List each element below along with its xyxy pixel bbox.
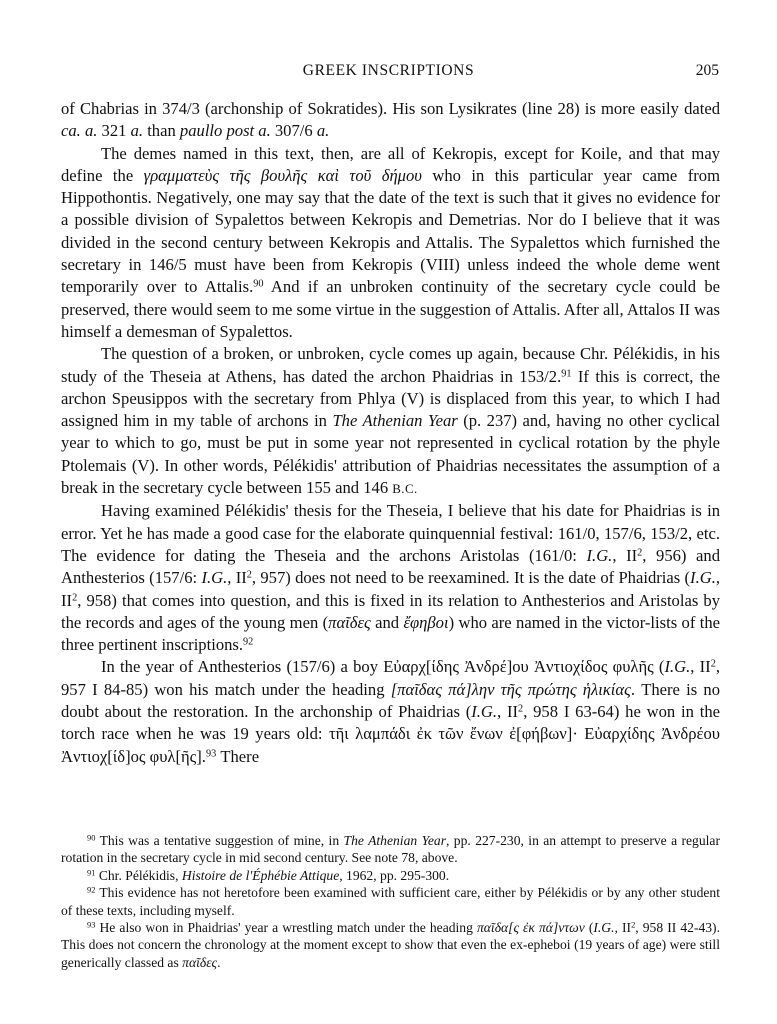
superscript: 2 <box>72 591 78 603</box>
text-run: and <box>370 612 404 632</box>
greek-phrase: παῖδες <box>182 954 218 970</box>
greek-phrase: γραμματεὺς τῆς βουλῆς καὶ τοῦ δήμου <box>143 165 422 185</box>
latin-phrase: a. <box>316 121 330 141</box>
latin-phrase: paullo post a. <box>179 121 271 141</box>
latin-phrase: a. <box>130 121 144 141</box>
text-run: . There is no doubt about the restoration. In the archonship of Phaidrias ( <box>61 679 720 722</box>
text-run: Chr. Pélékidis, <box>95 867 182 883</box>
greek-phrase: ἔφηβοι <box>403 612 449 632</box>
text-run: And if an unbroken continuity of the secretary cycle could be preserved, there would seem to me some virtue in the suggestion of Attalis. After all, Attalos II was himself a demesman of Sypalettos. <box>61 277 720 341</box>
greek-phrase: Εὐαρχ[ίδης Ἀνδρέ]ου Ἀντιοχίδος φυλῆς <box>383 657 654 677</box>
text-run: , 958 I 63-64) he won in the torch race when he was 19 years old: <box>61 702 720 744</box>
text-run: who in this particular year came from Hippothontis. Negatively, one may say that the date of the text is such that it gives no evidence for a possible division of Sypalettos between Kekropis and Demetrias. Nor do I believe that it was divided in the second century between Kekropis and Attalis. The Sypalettos which furnished the secretary in 146/5 must have been from Kekropis (VIII) unless indeed the whole deme went temporarily over to Attalis. <box>61 165 720 297</box>
superscript: 2 <box>631 919 636 930</box>
text-run: than <box>143 121 180 141</box>
text-run: In the year of Anthesterios (157/6) a boy <box>101 657 384 677</box>
text-run: This was a tentative suggestion of mine, in <box>95 833 344 848</box>
text-run: There <box>216 746 260 766</box>
text-run: Having examined Pélékidis' thesis for the Theseia, I believe that his date for Phaidrias is in error. Yet he has made a good case for the elaborate quinquennial festival: 161/0, 157/6, 153/2, etc. The evidence for dating the Theseia and the archons Aristolas (161/0: <box>61 501 720 565</box>
text-run: , 957) does not need to be reexamined. It is the date of Phaidrias ( <box>251 568 691 588</box>
paragraph-5 <box>61 656 720 767</box>
superscript: 2 <box>637 547 643 559</box>
ig-abbrev: I.G. <box>664 657 691 677</box>
book-title: The Athenian Year <box>332 411 458 431</box>
text-run: The demes named in this text, then, are all of Kekropis, except for Koile, and that may define the <box>61 143 720 185</box>
text-run: , 958 II 42-43). This does not concern the chronology at the moment except to show that even the ex-epheboi (19 years of age) were still generically classed as <box>61 920 720 970</box>
greek-phrase: τῆι λαμπάδι ἐκ τῶν ἔνων ἐ[φήβων]· Εὐαρχίδης Ἀνδρέου Ἀντιοχ[ίδ]ος φυλ[ῆς] <box>61 724 721 766</box>
ig-abbrev: I.G. <box>690 568 716 588</box>
text-run: of Chabrias in 374/3 (archonship of Sokratides). His son Lysikrates (line 28) is more easily dated <box>61 99 720 118</box>
page-number: 205 <box>695 62 719 79</box>
era-abbrev: B.C. <box>392 481 418 497</box>
text-run: , II <box>61 568 721 610</box>
footnote-number: 90 <box>87 832 96 843</box>
footnote-number: 93 <box>87 919 96 930</box>
paragraph-4 <box>61 500 720 656</box>
text-run: ) who are named in the victor-lists of the three pertinent inscriptions. <box>61 612 720 655</box>
ig-abbrev: I.G. <box>201 568 228 588</box>
footnote-ref-90[interactable]: 90 <box>253 278 264 290</box>
book-title: The Athenian Year <box>343 833 446 848</box>
running-title: GREEK INSCRIPTIONS <box>302 62 475 79</box>
text-run: , 957 I 84-85) won his match under the heading <box>61 657 720 699</box>
footnote-93 <box>61 919 720 971</box>
latin-phrase: ca. a. <box>61 121 98 141</box>
superscript: 2 <box>246 569 252 581</box>
footnote-number: 92 <box>87 884 96 895</box>
text-run: If this is correct, the archon Speusippos with the secretary from Phlya (V) is displaced from this year, to which I had assigned him in my table of archons in <box>61 366 720 431</box>
greek-phrase: παῖδα[ς ἐκ πά]ντων <box>476 920 585 936</box>
text-run: , II <box>614 920 632 936</box>
ig-abbrev: I.G. <box>471 702 498 722</box>
text-run: ( <box>584 920 594 936</box>
paragraph-1 <box>61 98 720 143</box>
text-run: , 1962, pp. 295-300. <box>339 867 450 883</box>
text-run: . <box>201 746 206 766</box>
greek-phrase: παῖδες <box>328 612 371 632</box>
text-run: ( <box>653 657 665 677</box>
text-run: , II <box>690 657 711 677</box>
text-run: 307/6 <box>270 121 317 141</box>
ig-abbrev: I.G. <box>586 545 613 565</box>
footnote-number: 91 <box>87 867 96 878</box>
footnote-91 <box>61 867 720 884</box>
footnote-ref-91[interactable]: 91 <box>561 367 572 379</box>
footnote-ref-92[interactable]: 92 <box>243 636 254 648</box>
paragraph-3 <box>61 343 720 500</box>
greek-phrase: [παῖδας πά]λην τῆς πρώτης ἡλικίας <box>390 679 631 699</box>
text-run: , 956) and Anthesterios (157/6: <box>61 545 721 588</box>
book-title: Histoire de l'Éphébie Attique <box>181 867 340 883</box>
text-run: (p. 237) and, having no other cyclical year to which to go, must be put in some year not represented in cyclical rotation by the phyle Ptolemais (V). In other words, Pélékidis' attribution of Phaidrias necessitates the assumption of a break in the secretary cycle between 155 and 146 <box>61 411 720 498</box>
text-run: , 958) that comes into question, and this is fixed in its relation to Anthesterios and Aristolas by the records and ages of the young men ( <box>61 590 720 632</box>
superscript: 2 <box>518 703 524 715</box>
text-run: 321 <box>97 121 131 141</box>
text-run: , II <box>612 545 638 565</box>
superscript: 2 <box>710 658 716 670</box>
footnote-92 <box>61 884 720 919</box>
paragraph-2 <box>61 143 720 344</box>
body-text <box>61 98 720 768</box>
text-run: , II <box>497 702 519 722</box>
text-run: The question of a broken, or unbroken, cycle comes up again, because Chr. Pélékidis, in his study of the Theseia at Athens, has dated the archon Phaidrias in 153/2. <box>61 344 720 386</box>
text-run: He also won in Phaidrias' year a wrestling match under the heading <box>95 920 477 936</box>
text-run: , II <box>227 568 247 588</box>
footnotes <box>61 832 720 971</box>
footnote-ref-93[interactable]: 93 <box>205 747 217 759</box>
footnote-90 <box>61 832 720 867</box>
ig-abbrev: I.G. <box>593 920 615 936</box>
text-run: , pp. 227-230, in an attempt to preserve a regular rotation in the secretary cycle in mid second century. See note 78, above. <box>61 833 720 866</box>
text-run: . <box>217 954 221 970</box>
text-run: This evidence has not heretofore been examined with sufficient care, either by Pélékidis or by any other student of these texts, including myself. <box>61 885 720 918</box>
